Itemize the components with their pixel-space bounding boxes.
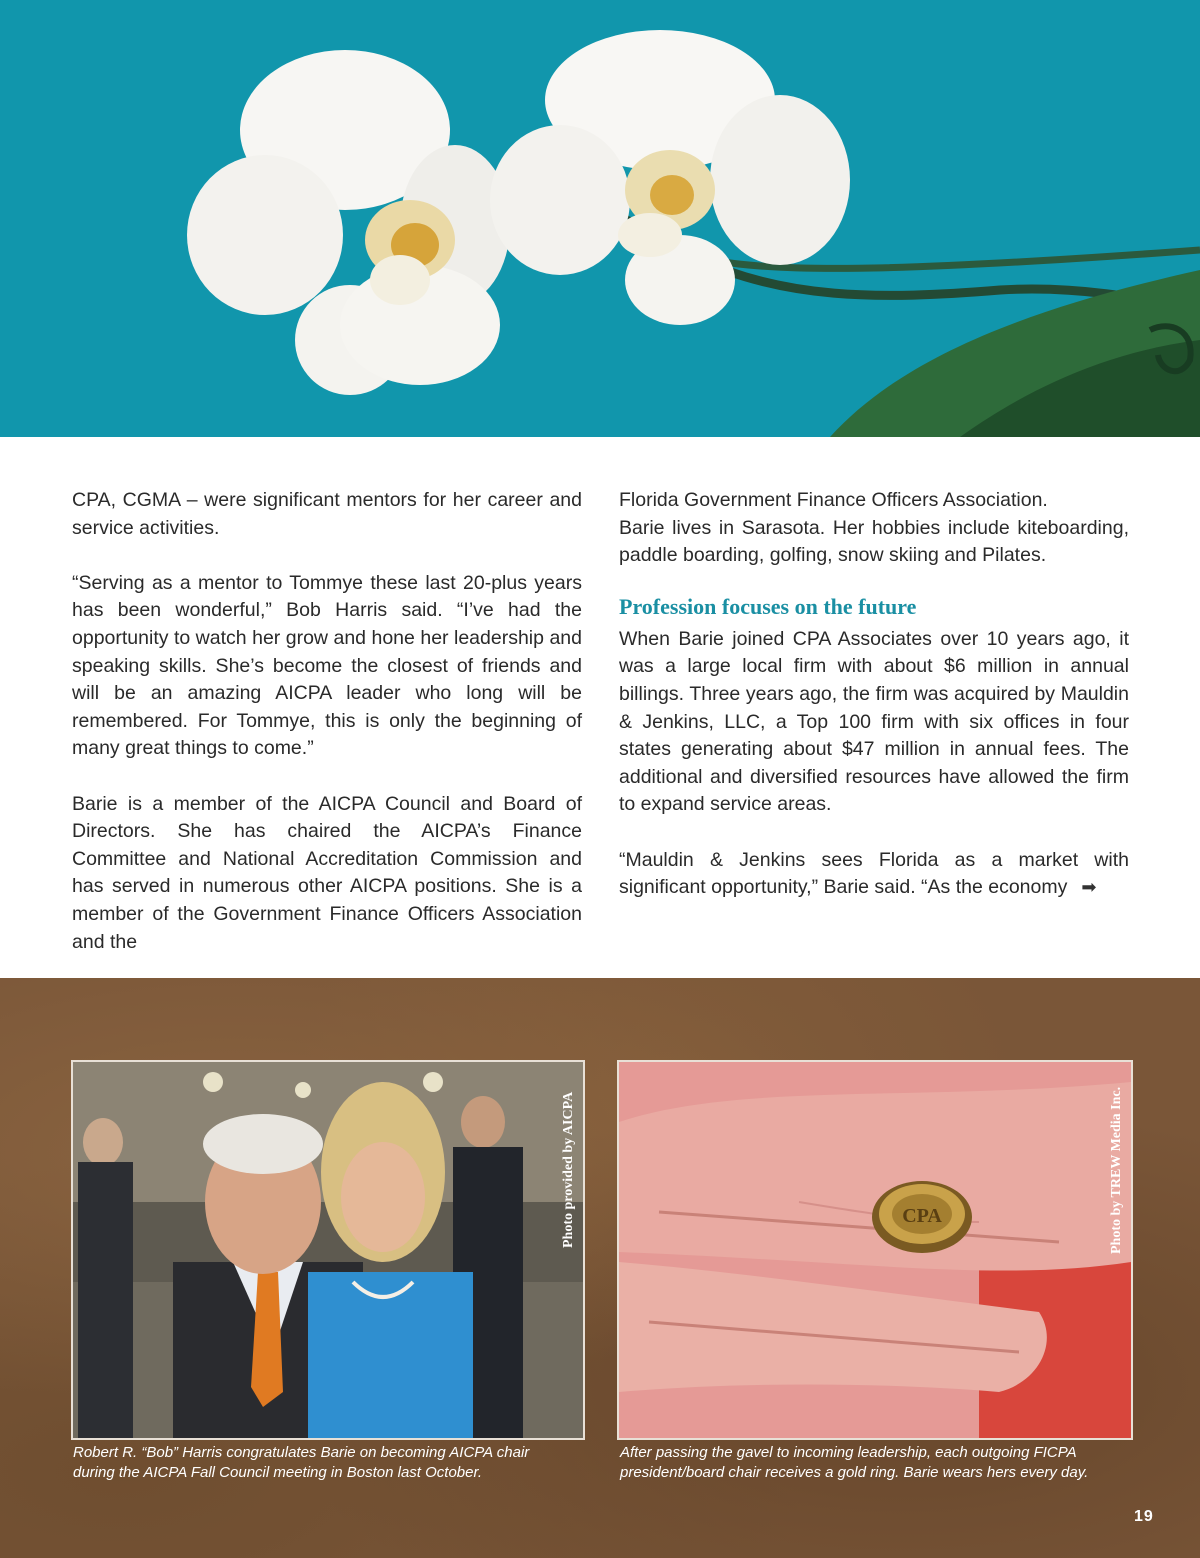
right-paragraph-2-text: “Mauldin & Jenkins sees Florida as a market with significant opportunity,” Barie said. “As the economy	[619, 848, 1129, 899]
right-paragraph-intro-1: Florida Government Finance Officers Association.	[619, 489, 1048, 511]
page-number: 19	[1134, 1508, 1154, 1525]
section-subheading: Profession focuses on the future	[619, 593, 917, 619]
photo-harris-and-barie	[71, 1060, 585, 1440]
right-text-column	[619, 487, 1129, 902]
ring-emblem-text: CPA	[902, 1205, 942, 1227]
continue-arrow-icon: ➡	[1081, 877, 1097, 898]
right-paragraph-2	[619, 847, 1129, 902]
right-paragraph-intro-2: Barie lives in Sarasota. Her hobbies include kiteboarding, paddle boarding, golfing, snow skiing and Pilates.	[619, 516, 1129, 567]
photo-credit-left: Photo provided by AICPA	[561, 1091, 576, 1248]
hero-orchid-image	[0, 0, 1200, 437]
people-photo-illustration	[73, 1062, 583, 1438]
caption-left: Robert R. “Bob” Harris congratulates Barie on becoming AICPA chair during the AICPA Fall Council meeting in Boston last October.	[73, 1444, 530, 1481]
left-paragraph-1: CPA, CGMA – were significant mentors for her career and service activities.	[72, 489, 582, 539]
right-paragraph-1: When Barie joined CPA Associates over 10 years ago, it was a large local firm with about $6 million in annual billings. Three years ago, the firm was acquired by Mauldin & Jenkins, LLC, a Top 100 firm with six offices in four states generating about $47 million in annual fees. The additional and diversified resources have allowed the firm to expand service areas.	[619, 627, 1129, 816]
left-paragraph-3: Barie is a member of the AICPA Council and Board of Directors. She has chaired the AICPA’s Finance Committee and National Accreditation Commission and has served in numerous other AICPA positions. She is a member of the Government Finance Officers Association and the	[72, 792, 582, 953]
orchid-illustration	[0, 0, 1200, 437]
left-text-column	[72, 487, 582, 984]
caption-right: After passing the gavel to incoming leadership, each outgoing FICPA president/board chair receives a gold ring. Barie wears hers every day.	[620, 1444, 1089, 1481]
left-paragraph-2: “Serving as a mentor to Tommye these last 20-plus years has been wonderful,” Bob Harris said. “I’ve had the opportunity to watch her grow and hone her leadership and speaking skills. She’s become the closest of friends and will be an amazing AICPA leader who long will be remembered. For Tommye, this is only the beginning of many great things to come.”	[72, 571, 582, 760]
ring-hand-illustration	[619, 1062, 1131, 1438]
photo-credit-right: Photo by TREW Media Inc.	[1109, 1086, 1124, 1254]
photo-gold-ring	[617, 1060, 1133, 1440]
right-orchid-flower	[490, 30, 850, 325]
left-orchid-flower	[187, 50, 510, 395]
